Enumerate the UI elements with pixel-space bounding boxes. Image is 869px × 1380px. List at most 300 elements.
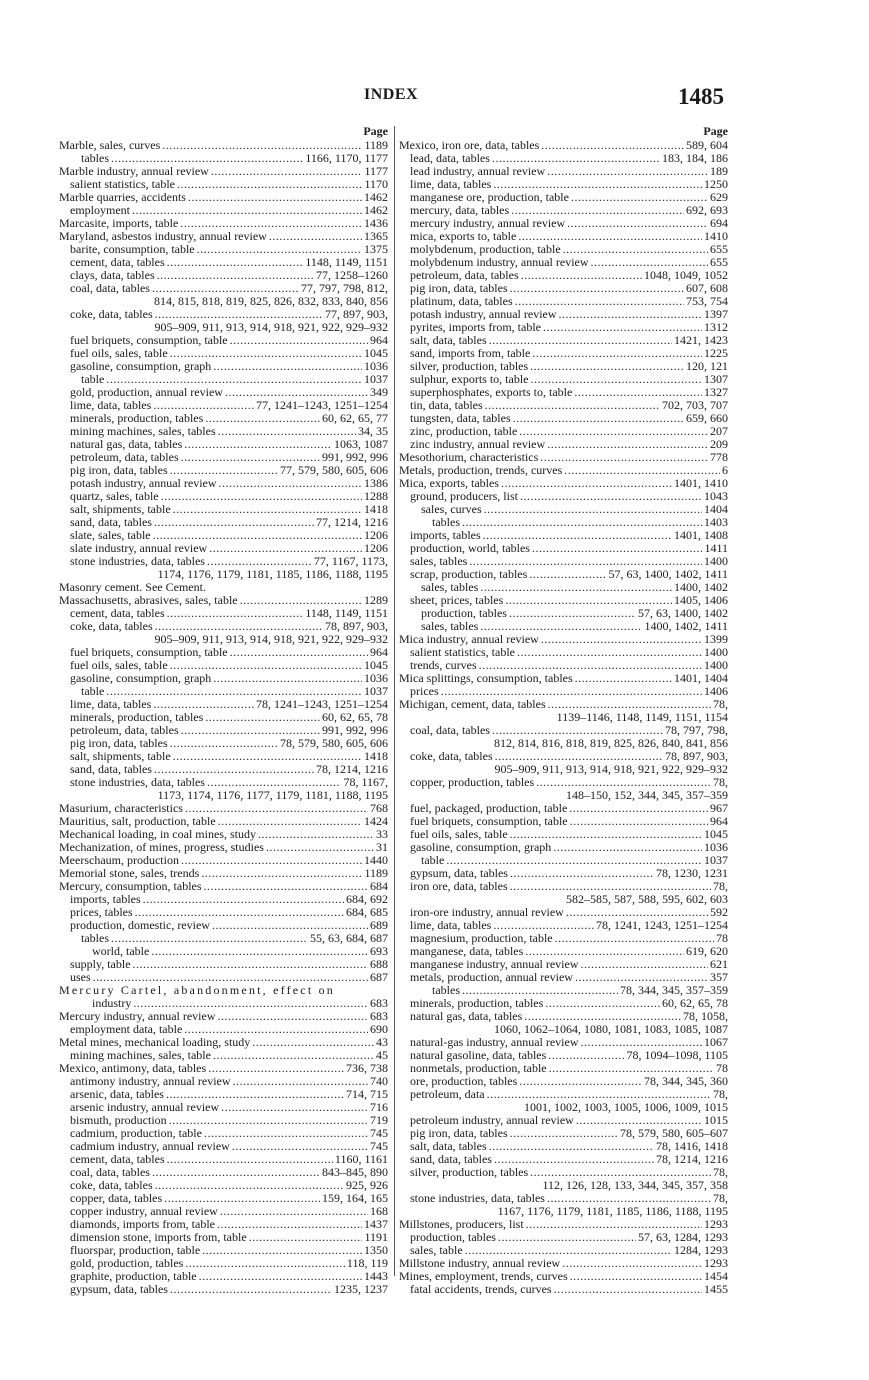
page-reference: 78, 344, 345, 360 xyxy=(644,1074,728,1088)
index-term: scrap, production, tables xyxy=(410,567,528,581)
index-term: gasoline, consumption, graph xyxy=(70,359,212,373)
leader-dots xyxy=(170,1283,332,1296)
index-term: arsenic, data, tables xyxy=(70,1087,164,1101)
leader-dots xyxy=(249,1231,363,1244)
page-reference: 78, xyxy=(713,1165,728,1179)
index-term: Mica industry, annual review xyxy=(399,632,539,646)
leader-dots xyxy=(221,1101,368,1114)
index-term: Mercury Cartel, abandonment, effect on xyxy=(59,983,335,997)
leader-dots xyxy=(220,1205,368,1218)
index-term: mining machines, sales, tables xyxy=(70,424,216,438)
index-term: petroleum, data xyxy=(410,1087,485,1101)
page-reference: 1037 xyxy=(364,684,388,698)
leader-dots xyxy=(258,828,374,841)
page-reference: 45 xyxy=(376,1048,388,1062)
leader-dots xyxy=(529,568,606,581)
page-reference: 690 xyxy=(370,1022,388,1036)
page-reference: 592 xyxy=(710,905,728,919)
page-reference: 1284, 1293 xyxy=(674,1243,728,1257)
leader-dots xyxy=(154,516,314,529)
leader-dots xyxy=(532,542,702,555)
index-term: gold, production, annual review xyxy=(70,385,223,399)
leader-dots xyxy=(202,1244,362,1257)
page-reference: 77, 1167, 1173, xyxy=(313,554,388,568)
page-reference: 1403 xyxy=(704,515,728,529)
page-reference: 683 xyxy=(370,1009,388,1023)
index-term: gypsum, data, tables xyxy=(70,1282,168,1296)
page-reference: 78, xyxy=(713,697,728,711)
leader-dots xyxy=(462,516,702,529)
leader-dots xyxy=(510,867,654,880)
index-term: Millstones, producers, list xyxy=(399,1217,524,1231)
index-term: sales, curves xyxy=(421,502,482,516)
page-reference: 1206 xyxy=(364,528,388,542)
index-term: industry xyxy=(92,996,132,1010)
index-term: coke, data, tables xyxy=(70,307,153,321)
index-term: salt, data, tables xyxy=(410,333,487,347)
index-term: minerals, production, tables xyxy=(70,710,204,724)
leader-dots xyxy=(213,360,362,373)
page-reference: 57, 63, 1400, 1402 xyxy=(638,606,728,620)
page-reference: 1170 xyxy=(364,177,388,191)
index-term: Mauritius, salt, production, table xyxy=(59,814,216,828)
index-entry xyxy=(399,1283,728,1296)
page-reference: 78, 1214, 1216 xyxy=(316,762,388,776)
index-term: magnesium, production, table xyxy=(410,931,553,945)
index-term: gypsum, data, tables xyxy=(410,866,508,880)
page-reference: 1418 xyxy=(364,749,388,763)
index-term: nonmetals, production, table xyxy=(410,1061,547,1075)
index-term: trends, curves xyxy=(410,658,477,672)
index-term: petroleum, data, tables xyxy=(70,450,179,464)
page-reference: 745 xyxy=(370,1126,388,1140)
page-reference: 1405, 1406 xyxy=(674,593,728,607)
index-term: table xyxy=(421,853,445,867)
index-term: zinc, production, table xyxy=(410,424,518,438)
page-reference: 1036 xyxy=(364,359,388,373)
index-term: silver, production, tables xyxy=(410,359,529,373)
running-head-title: INDEX xyxy=(364,86,419,103)
index-term: Mechanical loading, in coal mines, study xyxy=(59,827,256,841)
index-term: graphite, production, table xyxy=(70,1269,197,1283)
index-column-left xyxy=(59,124,388,1296)
leader-dots xyxy=(181,854,362,867)
index-term: lime, data, tables xyxy=(410,177,492,191)
index-term: copper, production, tables xyxy=(410,775,535,789)
leader-dots xyxy=(581,958,709,971)
leader-dots xyxy=(521,269,642,282)
index-term: production, tables xyxy=(410,1230,496,1244)
page-reference: 349 xyxy=(370,385,388,399)
leader-dots xyxy=(204,880,368,893)
page-reference: 60, 62, 65, 77 xyxy=(322,411,388,425)
leader-dots xyxy=(211,165,363,178)
index-term: coke, data, tables xyxy=(70,1178,153,1192)
leader-dots xyxy=(567,217,708,230)
leader-dots xyxy=(559,308,702,321)
page-reference: 1410 xyxy=(704,229,728,243)
page-reference: 1045 xyxy=(364,346,388,360)
page-reference: 77, 797, 798, 812, xyxy=(301,281,388,295)
page-column-heading: Page xyxy=(703,124,728,138)
index-term: salt, shipments, table xyxy=(70,502,171,516)
index-term: Mechanization, of mines, progress, studies xyxy=(59,840,264,854)
page-reference: 33 xyxy=(376,827,388,841)
leader-dots xyxy=(480,581,672,594)
page-reference: 1063, 1087 xyxy=(334,437,388,451)
leader-dots xyxy=(520,490,702,503)
index-term: pig iron, data, tables xyxy=(70,463,168,477)
leader-dots xyxy=(170,737,278,750)
page-reference: 34, 35 xyxy=(358,424,388,438)
index-term: natural gas, data, tables xyxy=(410,1009,523,1023)
page-reference: 716 xyxy=(370,1100,388,1114)
index-term: 905–909, 911, 913, 914, 918, 921, 922, 929–932 xyxy=(154,632,388,646)
page-reference: 991, 992, 996 xyxy=(322,723,388,737)
index-term: supply, table xyxy=(70,957,131,971)
leader-dots xyxy=(184,438,332,451)
index-term: 905–909, 911, 913, 914, 918, 921, 922, 929–932 xyxy=(154,320,388,334)
index-term: molybdenum, production, table xyxy=(410,242,561,256)
page-reference: 1327 xyxy=(704,385,728,399)
index-term: arsenic industry, annual review xyxy=(70,1100,220,1114)
leader-dots xyxy=(218,1010,368,1023)
page-reference: 1148, 1149, 1151 xyxy=(305,606,388,620)
index-term: sales, tables xyxy=(410,554,468,568)
index-term: fuel briquets, consumption, table xyxy=(410,814,568,828)
page-reference: 621 xyxy=(710,957,728,971)
index-term: fatal accidents, trends, curves xyxy=(410,1282,552,1296)
index-term: Millstone industry, annual review xyxy=(399,1256,561,1270)
page-reference: 78, xyxy=(713,775,728,789)
index-term: pig iron, data, tables xyxy=(410,1126,508,1140)
leader-dots xyxy=(177,178,362,191)
index-term: Mexico, antimony, data, tables xyxy=(59,1061,207,1075)
leader-dots xyxy=(501,477,672,490)
page-reference: 991, 992, 996 xyxy=(322,450,388,464)
leader-dots xyxy=(167,607,304,620)
page-reference: 1225 xyxy=(704,346,728,360)
index-term: coke, data, tables xyxy=(70,619,153,633)
index-term: mercury, data, tables xyxy=(410,203,510,217)
index-term: sheet, prices, tables xyxy=(410,593,504,607)
page-reference: 1037 xyxy=(704,853,728,867)
index-term: imports, tables xyxy=(410,528,481,542)
page-reference: 1401, 1410 xyxy=(674,476,728,490)
leader-dots xyxy=(155,1179,344,1192)
page-reference: 207 xyxy=(710,424,728,438)
page-reference: 753, 754 xyxy=(686,294,728,308)
leader-dots xyxy=(133,958,368,971)
leader-dots xyxy=(513,412,684,425)
index-term: copper, data, tables xyxy=(70,1191,163,1205)
page-reference: 964 xyxy=(370,645,388,659)
index-term: Memorial stone, sales, trends xyxy=(59,866,200,880)
page-reference: 619, 620 xyxy=(686,944,728,958)
page-reference: 1036 xyxy=(364,671,388,685)
leader-dots xyxy=(167,256,304,269)
page-reference: 1067 xyxy=(704,1035,728,1049)
index-term: stone industries, data, tables xyxy=(410,1191,545,1205)
index-term: Masurium, characteristics xyxy=(59,801,183,815)
leader-dots xyxy=(517,646,702,659)
index-term: fuel, packaged, production, table xyxy=(410,801,568,815)
index-term: fuel briquets, consumption, table xyxy=(70,645,228,659)
leader-dots xyxy=(562,1257,702,1270)
leader-dots xyxy=(205,412,320,425)
leader-dots xyxy=(230,646,368,659)
page-reference: 1399 xyxy=(704,632,728,646)
index-term: Mexico, iron ore, data, tables xyxy=(399,138,540,152)
page-reference: 78, 797, 798, xyxy=(665,723,728,737)
index-entry xyxy=(399,672,728,685)
page-reference: 6 xyxy=(722,463,728,477)
leader-dots xyxy=(167,1153,333,1166)
index-term: 812, 814, 816, 818, 819, 825, 826, 840, 841, 856 xyxy=(494,736,728,750)
leader-dots xyxy=(188,191,362,204)
page-reference: 1386 xyxy=(364,476,388,490)
page-reference: 1250 xyxy=(704,177,728,191)
index-term: tables xyxy=(81,931,109,945)
leader-dots xyxy=(230,334,368,347)
index-entry xyxy=(59,1283,388,1296)
page-reference: 78 xyxy=(716,1061,728,1075)
index-term: Marble industry, annual review xyxy=(59,164,209,178)
index-term: Maryland, asbestos industry, annual review xyxy=(59,229,267,243)
leader-dots xyxy=(575,672,672,685)
page-reference: 684 xyxy=(370,879,388,893)
page-reference: 1437 xyxy=(364,1217,388,1231)
page-reference: 1455 xyxy=(704,1282,728,1296)
page-reference: 843–845, 890 xyxy=(322,1165,388,1179)
index-term: uses xyxy=(70,970,91,984)
page-reference: 1436 xyxy=(364,216,388,230)
page-reference: 740 xyxy=(370,1074,388,1088)
leader-dots xyxy=(219,477,362,490)
index-term: pig iron, data, tables xyxy=(410,281,508,295)
index-term: prices, tables xyxy=(70,905,133,919)
index-term: manganese, data, tables xyxy=(410,944,524,958)
leader-dots xyxy=(545,997,660,1010)
index-entry xyxy=(59,958,388,971)
index-term: coke, data, tables xyxy=(410,749,493,763)
column-divider xyxy=(394,126,395,1276)
index-term: sand, data, tables xyxy=(70,515,152,529)
page-reference: 1015 xyxy=(704,1113,728,1127)
leader-dots xyxy=(161,490,362,503)
page-reference: 1189 xyxy=(364,866,388,880)
leader-dots xyxy=(570,815,708,828)
index-term: tungsten, data, tables xyxy=(410,411,511,425)
page-reference: 1462 xyxy=(364,190,388,204)
index-term: slate industry, annual review xyxy=(70,541,208,555)
page-column-heading: Page xyxy=(363,124,388,138)
page-reference: 589, 604 xyxy=(686,138,728,152)
page-reference: 688 xyxy=(370,957,388,971)
leader-dots xyxy=(510,282,684,295)
index-term: table xyxy=(81,684,105,698)
page-reference: 1166, 1170, 1177 xyxy=(305,151,388,165)
index-term: metals, production, annual review xyxy=(410,970,573,984)
page-reference: 1454 xyxy=(704,1269,728,1283)
index-term: potash industry, annual review xyxy=(410,307,557,321)
index-term: cadmium industry, annual review xyxy=(70,1139,230,1153)
index-term: natural gas, data, tables xyxy=(70,437,183,451)
page-reference: 43 xyxy=(376,1035,388,1049)
index-term: sand, data, tables xyxy=(70,762,152,776)
page-reference: 209 xyxy=(710,437,728,451)
index-term: barite, consumption, table xyxy=(70,242,195,256)
index-term: minerals, production, tables xyxy=(410,996,544,1010)
index-term: molybdenum industry, annual review xyxy=(410,255,589,269)
index-term: potash industry, annual review xyxy=(70,476,217,490)
index-term: cement, data, tables xyxy=(70,255,165,269)
index-term: salt, data, tables xyxy=(410,1139,487,1153)
index-term: sales, table xyxy=(410,1243,463,1257)
page-reference: 60, 62, 65, 78 xyxy=(322,710,388,724)
index-term: Massachusetts, abrasives, sales, table xyxy=(59,593,238,607)
page-reference: 1400, 1402, 1411 xyxy=(644,619,728,633)
page-reference: 1037 xyxy=(364,372,388,386)
index-term: Marble, sales, curves xyxy=(59,138,161,152)
index-term: manganese industry, annual review xyxy=(410,957,579,971)
index-entry xyxy=(59,672,388,685)
leader-dots xyxy=(152,1166,320,1179)
leader-dots xyxy=(553,841,702,854)
index-term: employment xyxy=(70,203,130,217)
page-reference: 57, 63, 1284, 1293 xyxy=(638,1230,728,1244)
page-reference: 1045 xyxy=(364,658,388,672)
leader-dots xyxy=(484,503,702,516)
index-term: superphosphates, exports to, table xyxy=(410,385,573,399)
index-term: 1060, 1062–1064, 1080, 1081, 1083, 1085, 1087 xyxy=(494,1022,728,1036)
leader-dots xyxy=(489,1140,654,1153)
index-term: slate, sales, table xyxy=(70,528,151,542)
page-reference: 607, 608 xyxy=(686,281,728,295)
page-reference: 1421, 1423 xyxy=(674,333,728,347)
page-reference: 1462 xyxy=(364,203,388,217)
page-reference: 1411 xyxy=(704,541,728,555)
page-reference: 745 xyxy=(370,1139,388,1153)
index-term: prices xyxy=(410,684,439,698)
index-term: imports, tables xyxy=(70,892,141,906)
index-term: Metals, production, trends, curves xyxy=(399,463,563,477)
page-reference: 1440 xyxy=(364,853,388,867)
index-term: fuel oils, sales, table xyxy=(70,346,168,360)
index-term: bismuth, production xyxy=(70,1113,167,1127)
leader-dots xyxy=(266,841,374,854)
index-term: 1167, 1176, 1179, 1181, 1185, 1186, 1188, 1195 xyxy=(497,1204,728,1218)
index-entries xyxy=(399,139,728,1296)
leader-dots xyxy=(569,802,708,815)
page-reference: 1375 xyxy=(364,242,388,256)
index-term: lime, data, tables xyxy=(70,697,152,711)
leader-dots xyxy=(205,711,320,724)
leader-dots xyxy=(519,1075,642,1088)
leader-dots xyxy=(570,1270,702,1283)
leader-dots xyxy=(541,633,702,646)
page-reference: 78 xyxy=(716,931,728,945)
page-reference: 1048, 1049, 1052 xyxy=(644,268,728,282)
page-reference: 159, 164, 165 xyxy=(322,1191,388,1205)
index-term: petroleum, data, tables xyxy=(70,723,179,737)
index-term: pyrites, imports from, table xyxy=(410,320,541,334)
leader-dots xyxy=(498,1231,636,1244)
index-term: pig iron, data, tables xyxy=(70,736,168,750)
index-term: fuel oils, sales, table xyxy=(410,827,508,841)
page-reference: 964 xyxy=(370,333,388,347)
page-reference: 693 xyxy=(370,944,388,958)
index-term: sulphur, exports to, table xyxy=(410,372,529,386)
index-term: Mica, exports, tables xyxy=(399,476,499,490)
index-term: tables xyxy=(432,515,460,529)
index-term: coal, data, tables xyxy=(70,281,150,295)
index-term: 582–585, 587, 588, 595, 602, 603 xyxy=(566,892,728,906)
page-reference: 1397 xyxy=(704,307,728,321)
index-term: 814, 815, 818, 819, 825, 826, 832, 833, 840, 856 xyxy=(154,294,388,308)
page-number: 1485 xyxy=(678,84,724,109)
leader-dots xyxy=(252,1036,374,1049)
page-reference: 925, 926 xyxy=(346,1178,388,1192)
index-term: minerals, production, tables xyxy=(70,411,204,425)
page-reference: 1401, 1408 xyxy=(674,528,728,542)
index-term: Marcasite, imports, table xyxy=(59,216,179,230)
index-term: 1174, 1176, 1179, 1181, 1185, 1186, 1188, 1195 xyxy=(157,567,388,581)
page-reference: 78, xyxy=(713,1087,728,1101)
index-term: dimension stone, imports from, table xyxy=(70,1230,247,1244)
page-reference: 78, 1058, xyxy=(683,1009,728,1023)
index-term: world, table xyxy=(92,944,150,958)
index-term: mining machines, sales, table xyxy=(70,1048,211,1062)
page-reference: 768 xyxy=(370,801,388,815)
page-reference: 120, 121 xyxy=(686,359,728,373)
leader-dots xyxy=(554,1283,702,1296)
page-reference: 78, xyxy=(713,879,728,893)
index-term: manganese ore, production, table xyxy=(410,190,569,204)
index-term: antimony industry, annual review xyxy=(70,1074,231,1088)
index-term: petroleum, data, tables xyxy=(410,268,519,282)
leader-dots xyxy=(510,1127,618,1140)
index-term: copper industry, annual review xyxy=(70,1204,218,1218)
leader-dots xyxy=(519,425,708,438)
page-reference: 168 xyxy=(370,1204,388,1218)
leader-dots xyxy=(547,438,708,451)
index-term: Masonry cement. See Cement. xyxy=(59,580,206,594)
page-reference: 1312 xyxy=(704,320,728,334)
leader-dots xyxy=(157,269,314,282)
page-reference: 967 xyxy=(710,801,728,815)
leader-dots xyxy=(201,867,362,880)
page-reference: 1148, 1149, 1151 xyxy=(305,255,388,269)
index-term: Meerschaum, production xyxy=(59,853,179,867)
index-term: production, domestic, review xyxy=(70,918,210,932)
index-term: fuel briquets, consumption, table xyxy=(70,333,228,347)
page-reference: 78, 1094–1098, 1105 xyxy=(626,1048,728,1062)
page-reference: 778 xyxy=(710,450,728,464)
index-term: salient statistics, table xyxy=(70,177,175,191)
page-reference: 1406 xyxy=(704,684,728,698)
page-reference: 683 xyxy=(370,996,388,1010)
index-term: salt, shipments, table xyxy=(70,749,171,763)
index-term: zinc industry, annual review xyxy=(410,437,546,451)
index-term: production, world, tables xyxy=(410,541,530,555)
page-reference: 55, 63, 684, 687 xyxy=(310,931,388,945)
page-reference: 77, 897, 903, xyxy=(325,307,388,321)
page-reference: 719 xyxy=(370,1113,388,1127)
page-reference: 57, 63, 1400, 1402, 1411 xyxy=(608,567,728,581)
page-reference: 655 xyxy=(710,255,728,269)
index-term: petroleum industry, annual review xyxy=(410,1113,574,1127)
